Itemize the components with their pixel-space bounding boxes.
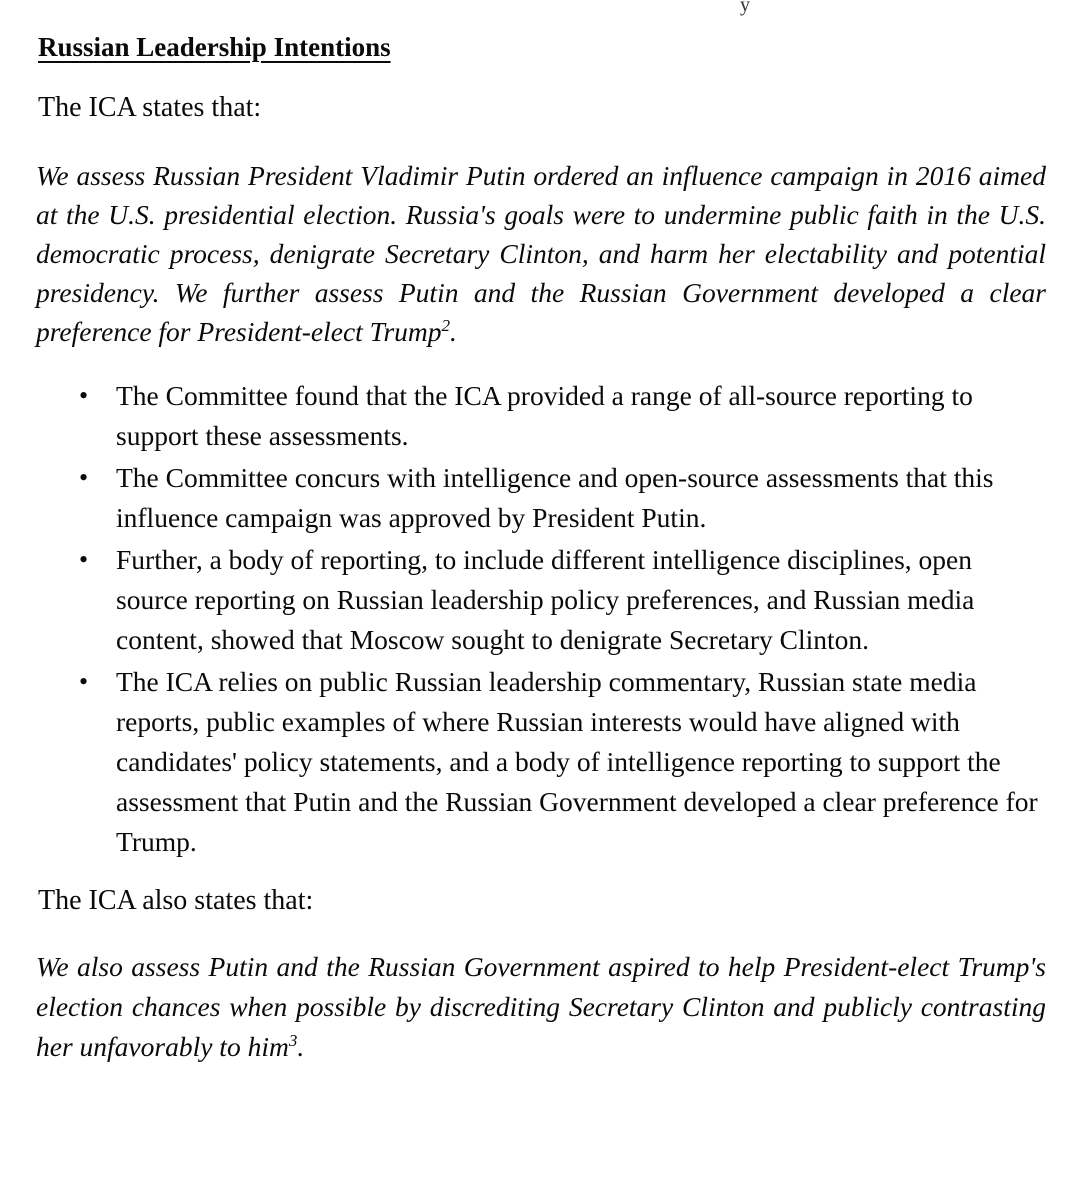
list-item-text: The Committee concurs with intelligence and open-source assessments that this influence campaign was approved by President Putin. bbox=[116, 462, 994, 533]
bullet-icon: • bbox=[79, 463, 89, 492]
bullet-icon: • bbox=[79, 667, 89, 696]
list-item bbox=[0, 376, 1044, 456]
intro-paragraph: The ICA states that: bbox=[38, 92, 262, 123]
ica-quote-1-text: We assess Russian President Vladimir Putin ordered an influence campaign in 2016 aimed at the U.S. presidential election. Russia's goals were to undermine public faith in the U.S. democratic process, denigrate Secretary Clinton, and harm her electability and potential presidency. We further assess Putin and the Russian Government developed a clear preference for President-elect Trump bbox=[36, 160, 1046, 347]
list-item bbox=[0, 458, 1044, 538]
ica-quote-1-end: . bbox=[450, 316, 457, 347]
footnote-marker-3: 3 bbox=[288, 1030, 298, 1050]
list-item-text: The ICA relies on public Russian leadership commentary, Russian state media reports, public examples of where Russian interests would have aligned with candidates' policy statements, and a body of intelligence reporting to support the assessment that Putin and the Russian Government developed a clear preference for Trump. bbox=[116, 666, 1038, 857]
ica-quote-2 bbox=[36, 947, 1046, 1067]
section-heading: Russian Leadership Intentions bbox=[38, 32, 391, 62]
list-item bbox=[0, 540, 1044, 660]
intro-paragraph-2: The ICA also states that: bbox=[38, 885, 314, 916]
list-item-text: The Committee found that the ICA provided a range of all-source reporting to support these assessments. bbox=[116, 380, 973, 451]
bullet-icon: • bbox=[79, 381, 89, 410]
list-item-text: Further, a body of reporting, to include different intelligence disciplines, open source reporting on Russian leadership policy preferences, and Russian media content, showed that Moscow sought to denigrate Secretary Clinton. bbox=[116, 544, 975, 655]
ica-quote-2-text: We also assess Putin and the Russian Government aspired to help President-elect Trump's election chances when possible by discrediting Secretary Clinton and publicly contrasting her unfavorably to him bbox=[36, 951, 1046, 1062]
ica-quote-1 bbox=[36, 156, 1046, 351]
cut-off-text-fragment: y bbox=[740, 0, 750, 16]
ica-quote-2-end: . bbox=[297, 1031, 305, 1062]
footnote-marker-2: 2 bbox=[441, 315, 451, 335]
findings-list bbox=[0, 376, 1092, 864]
bullet-icon: • bbox=[79, 545, 89, 574]
list-item bbox=[0, 662, 1044, 862]
